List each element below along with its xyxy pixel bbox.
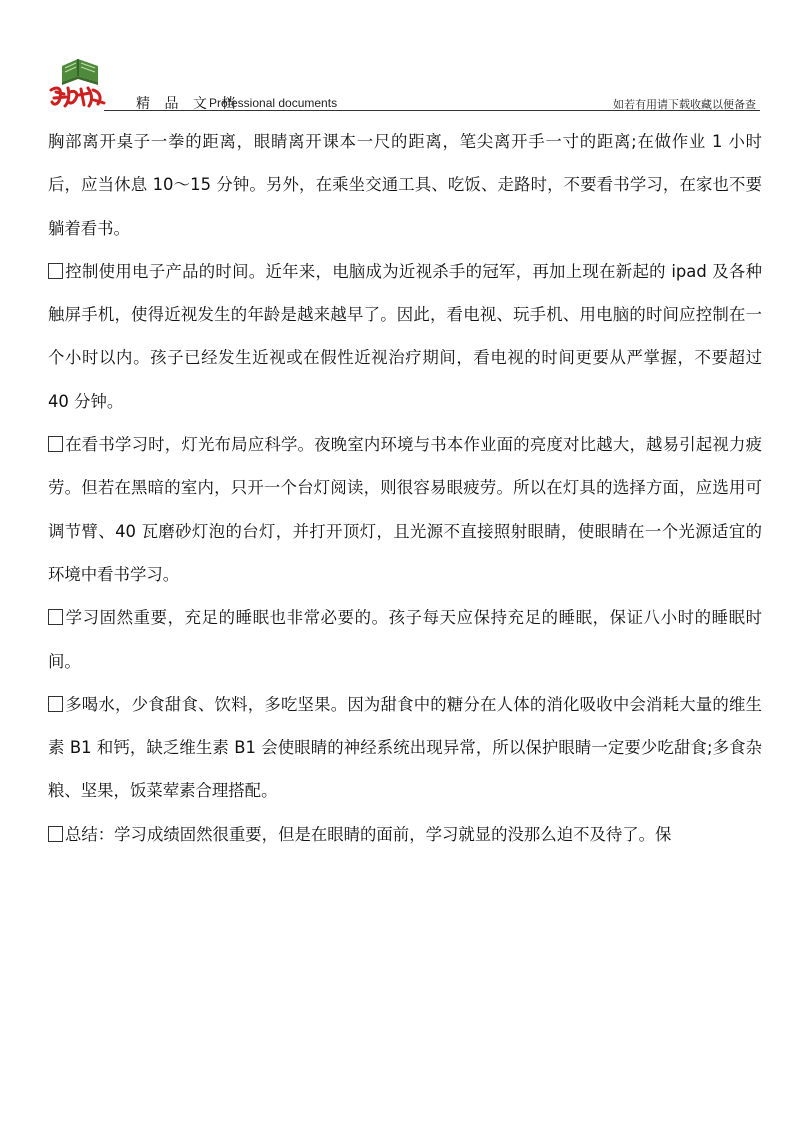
paragraph-text: 总结：学习成绩固然很重要，但是在眼睛的面前，学习就显的没那么迫不及待了。保 (65, 824, 672, 844)
checkbox-bullet-icon (48, 609, 63, 625)
checkbox-bullet-icon (48, 696, 63, 712)
header-divider (104, 110, 760, 111)
paragraph-text: 控制使用电子产品的时间。近年来，电脑成为近视杀手的冠军，再加上现在新起的 ipad 及各种触屏手机，使得近视发生的年龄是越来越早了。因此，看电视、玩手机、用电脑的时间应控制在一个小时以内。孩子已经发生近视或在假性近视治疗期间，看电视的时间更要从严掌握，不要超过 40 分钟。 (48, 261, 762, 411)
paragraph (48, 813, 762, 856)
paragraph-text: 学习固然重要，充足的睡眠也非常必要的。孩子每天应保持充足的睡眠，保证八小时的睡眠时间。 (48, 608, 762, 671)
header-note: 如若有用请下载收藏以便备查 (613, 98, 756, 111)
paragraph-text: 多喝水，少食甜食、饮料，多吃坚果。因为甜食中的糖分在人体的消化吸收中会消耗大量的维生素 B1 和钙，缺乏维生素 B1 会使眼睛的神经系统出现异常，所以保护眼睛一定要少吃甜食;多食杂粮、坚果，饭菜荤素合理搭配。 (48, 694, 762, 801)
paragraph (48, 683, 762, 813)
page-header (48, 52, 760, 110)
paragraph (48, 596, 762, 683)
logo-icon (48, 56, 106, 108)
checkbox-bullet-icon (48, 263, 63, 279)
paragraph-text: 胸部离开桌子一拳的距离，眼睛离开课本一尺的距离，笔尖离开手一寸的距离;在做作业 1 小时后，应当休息 10～15 分钟。另外，在乘坐交通工具、吃饭、走路时，不要看书学习，在家也不要躺着看书。 (48, 132, 762, 238)
paragraph-text: 在看书学习时，灯光布局应科学。夜晚室内环境与书本作业面的亮度对比越大，越易引起视力疲劳。但若在黑暗的室内，只开一个台灯阅读，则很容易眼疲劳。所以在灯具的选择方面，应选用可调节臂、40 瓦磨砂灯泡的台灯，并打开顶灯，且光源不直接照射眼睛，使眼睛在一个光源适宜的环境中看书学习。 (48, 435, 762, 584)
paragraph (48, 250, 762, 423)
paragraph (48, 423, 762, 596)
checkbox-bullet-icon (48, 436, 63, 452)
header-subtitle: Professional documents (209, 96, 338, 110)
header-title: 精 品 文 档 (136, 96, 241, 112)
paragraph (48, 120, 762, 250)
document-body (48, 120, 762, 856)
checkbox-bullet-icon (48, 826, 63, 842)
